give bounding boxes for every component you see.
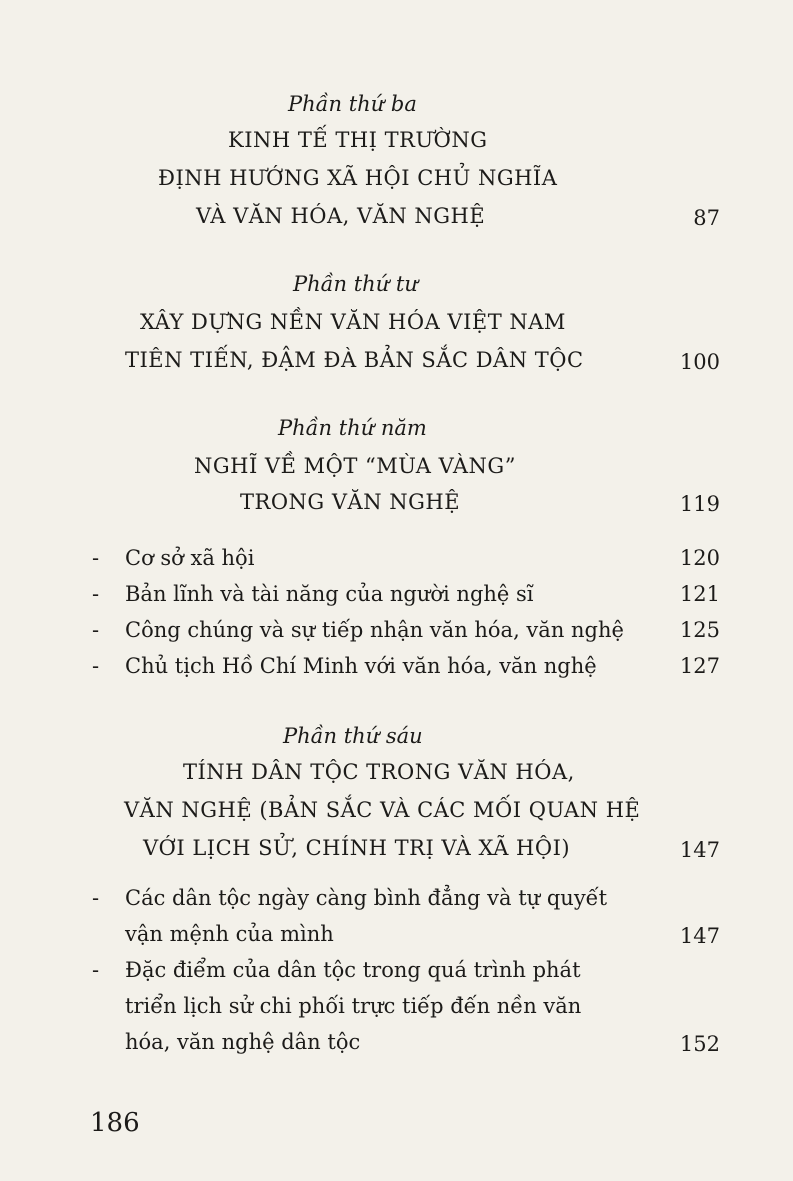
- footer-page-number: 186: [90, 1108, 140, 1138]
- part-title-line: TÍNH DÂN TỘC TRONG VĂN HÓA,: [183, 760, 575, 784]
- part-title-line: ĐỊNH HƯỚNG XÃ HỘI CHỦ NGHĨA: [158, 166, 558, 190]
- bullet-dash: -: [92, 618, 100, 642]
- part-label: Phần thứ ba: [288, 92, 417, 116]
- entry-title: Công chúng và sự tiếp nhận văn hóa, văn nghệ: [125, 618, 624, 642]
- part-label: Phần thứ năm: [278, 416, 427, 440]
- toc-entry: [0, 546, 793, 576]
- page-number: 87: [693, 206, 720, 230]
- bullet-dash: -: [92, 582, 100, 606]
- toc-entry: [0, 582, 793, 612]
- part-label: Phần thứ sáu: [283, 724, 423, 748]
- entry-title-line: Các dân tộc ngày càng bình đẳng và tự quyết: [125, 886, 608, 910]
- toc-entry: [0, 886, 793, 956]
- toc-entry: [0, 958, 793, 1064]
- page-number: 121: [679, 582, 720, 606]
- bullet-dash: -: [92, 958, 100, 982]
- bullet-dash: -: [92, 654, 100, 678]
- part-title-line: TRONG VĂN NGHỆ: [240, 490, 461, 514]
- entry-title: Cơ sở xã hội: [125, 546, 255, 570]
- toc-entry: [0, 654, 793, 684]
- entry-title-line: triển lịch sử chi phối trực tiếp đến nền văn: [125, 994, 582, 1018]
- part-title-line: VỚI LỊCH SỬ, CHÍNH TRỊ VÀ XÃ HỘI): [143, 836, 571, 860]
- part-title-line: VÀ VĂN HÓA, VĂN NGHỆ: [196, 204, 486, 228]
- entry-title-line: hóa, văn nghệ dân tộc: [125, 1030, 361, 1054]
- entry-title-line: Đặc điểm của dân tộc trong quá trình phát: [125, 958, 581, 982]
- page-number: 152: [679, 1032, 720, 1056]
- page-number: 127: [679, 654, 720, 678]
- page-number: 147: [679, 924, 720, 948]
- page-number: 147: [679, 838, 720, 862]
- part-title-line: KINH TẾ THỊ TRƯỜNG: [228, 128, 488, 152]
- part-title-line: NGHĨ VỀ MỘT “MÙA VÀNG”: [194, 454, 516, 478]
- page-number: 100: [679, 350, 720, 374]
- part-title-line: VĂN NGHỆ (BẢN SẮC VÀ CÁC MỐI QUAN HỆ: [124, 798, 641, 822]
- page-number: 120: [679, 546, 720, 570]
- part-title-line: XÂY DỰNG NỀN VĂN HÓA VIỆT NAM: [140, 310, 566, 334]
- bullet-dash: -: [92, 546, 100, 570]
- page-number: 119: [679, 492, 720, 516]
- toc-entry: [0, 618, 793, 648]
- entry-title: Chủ tịch Hồ Chí Minh với văn hóa, văn nghệ: [125, 654, 597, 678]
- entry-title: Bản lĩnh và tài năng của người nghệ sĩ: [125, 582, 534, 606]
- entry-title-line: vận mệnh của mình: [125, 922, 334, 946]
- part-title-line: TIÊN TIẾN, ĐẬM ĐÀ BẢN SẮC DÂN TỘC: [125, 348, 584, 372]
- part-label: Phần thứ tư: [293, 272, 418, 296]
- bullet-dash: -: [92, 886, 100, 910]
- page-number: 125: [679, 618, 720, 642]
